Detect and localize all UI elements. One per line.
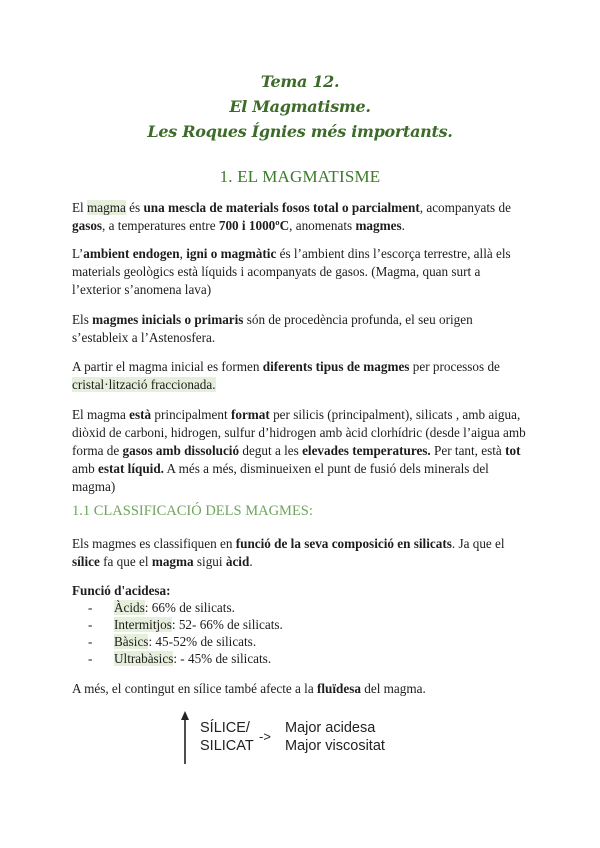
- title-line-2: El Magmatisme.: [229, 97, 371, 116]
- list-item-basics: - Bàsics: 45-52% de silicats.: [88, 634, 257, 649]
- section-heading-magmatisme: 1. EL MAGMATISME: [219, 167, 381, 186]
- acidity-label: Funció d'acidesa:: [72, 583, 171, 598]
- up-arrow-icon: [178, 710, 192, 766]
- paragraph-magmes-inicials: Els magmes inicials o primaris són de procedència profunda, el seu origen s’estableix a l’Astenosfera.: [72, 312, 473, 345]
- paragraph-magma-definition: El magma és una mescla de materials fosos total o parcialment, acompanyats de gasos, a temperatures entre 700 i 1000ºC, anomenats magmes.: [72, 200, 511, 233]
- list-item-acids: - Àcids: 66% de silicats.: [88, 600, 235, 615]
- paragraph-classificacio: Els magmes es classifiquen en funció de la seva composició en silicats. Ja que el sílice fa que el magma sigui àcid.: [72, 536, 505, 569]
- section-heading-classificacio: 1.1 CLASSIFICACIÓ DELS MAGMES:: [72, 503, 313, 519]
- paragraph-fluidesa: A més, el contingut en sílice també afecte a la fluïdesa del magma.: [72, 681, 426, 696]
- title-line-3: Les Roques Ígnies més importants.: [147, 122, 453, 141]
- diagram-arrow: ->: [259, 729, 271, 744]
- list-item-ultrabasics: - Ultrabàsics: - 45% de silicats.: [88, 651, 272, 666]
- diagram-silice-label: SÍLICE/ SILICAT: [200, 720, 254, 754]
- diagram-effects: Major acidesa Major viscositat: [285, 720, 385, 754]
- title-line-1: Tema 12.: [260, 72, 340, 91]
- paragraph-ambient-endogen: L’ambient endogen, igni o magmàtic és l’ambient dins l’escorça terrestre, allà els materials geològics està líquids i acompanyats de gasos. (Magma, quan surt a l’exterior s’anomena lava): [72, 246, 511, 297]
- paragraph-composicio-magma: El magma està principalment format per silicis (principalment), silicats , amb aigua, diòxid de carboni, hidrogen, sulfur d’hidrogen amb àcid clorhídric (desde l’aigua amb forma de gasos amb dissolució degut a les elevades temperatures. Per tant, està tot amb estat líquid. A més a més, disminueixen el punt de fusió dels minerals del magma): [72, 407, 526, 494]
- paragraph-tipus-magmes: A partir el magma inicial es formen diferents tipus de magmes per processos de cristal·lització fraccionada.: [72, 359, 500, 392]
- list-item-intermitjos: - Intermitjos: 52- 66% de silicats.: [88, 617, 283, 632]
